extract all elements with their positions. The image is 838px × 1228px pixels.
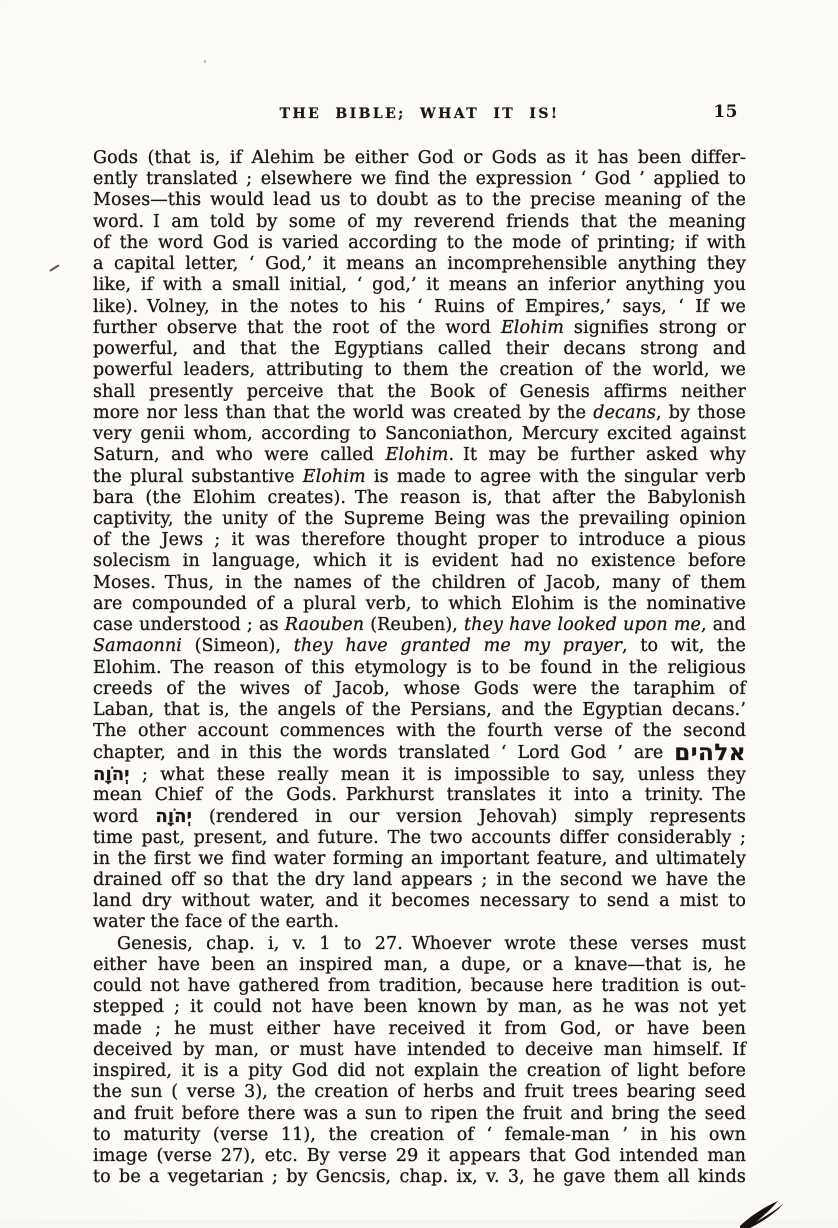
text-line: Moses—this would lead us to doubt as to the precise meaning of the — [93, 190, 746, 211]
text-line: Elohim. The reason of this etymology is to be found in the religious — [93, 657, 746, 678]
hebrew-word: יְהֹוָה — [93, 763, 130, 785]
text-line: like, if with a small initial, ‘ god,’ it means an inferior anything you — [93, 275, 746, 296]
text-line: the sun ( verse 3), the creation of herbs and fruit trees bearing seed — [93, 1082, 746, 1103]
text-line: creeds of the wives of Jacob, whose Gods were the taraphim of — [93, 678, 746, 699]
text-line: further observe that the root of the word Elohim signifies strong or — [93, 317, 746, 338]
text-line: are compounded of a plural verb, to which Elohim is the nominative — [93, 593, 746, 614]
running-header — [93, 102, 746, 132]
text-line: made ; he must either have received it from God, or have been — [93, 1018, 746, 1039]
page-header-title: THE BIBLE; WHAT IT IS! — [279, 106, 560, 122]
text-line: powerful leaders, attributing to them the creation of the world, we — [93, 360, 746, 381]
text-line: image (verse 27), etc. By verse 29 it appears that God intended man — [93, 1146, 746, 1167]
text-line: more nor less than that the world was created by the decans, by those — [93, 402, 746, 423]
text-line: the plural substantive Elohim is made to agree with the singular verb — [93, 466, 746, 487]
text-line: drained off so that the dry land appears ; in the second we have the — [93, 869, 746, 890]
page-number: 15 — [713, 102, 738, 122]
hebrew-word: אלהים — [674, 739, 746, 766]
text-line: in the first we find water forming an important feature, and ultimately — [93, 848, 746, 869]
text-line: ently translated ; elsewhere we find the expression ‘ God ’ applied to — [93, 169, 746, 190]
text-line: like). Volney, in the notes to his ‘ Ruins of Empires,’ says, ‘ If we — [93, 296, 746, 317]
text-line: Samaonni (Simeon), they have granted me my prayer, to wit, the — [93, 636, 746, 657]
text-line: chapter, and in this the words translated ‘ Lord God ’ are אלהים — [93, 739, 746, 766]
text-line: Gods (that is, if Alehim be either God or Gods as it has been differ- — [93, 148, 746, 168]
text-line: inspired, it is a pity God did not explain the creation of light before — [93, 1061, 746, 1082]
text-line: Laban, that is, the angels of the Persians, and the Egyptian decans.’ — [93, 700, 746, 721]
text-line: Saturn, and who were called Elohim. It may be further asked why — [93, 445, 746, 466]
text-line: bara (the Elohim creates). The reason is, that after the Babylonish — [93, 487, 746, 508]
text-line: of the word God is varied according to the mode of printing; if with — [93, 232, 746, 253]
text-line: mean Chief of the Gods. Parkhurst translates it into a trinity. The — [93, 785, 746, 806]
text-line: The other account commences with the fourth verse of the second — [93, 721, 746, 742]
text-line: time past, present, and future. The two accounts differ considerably ; — [93, 827, 746, 848]
text-line: very genii whom, according to Sanconiathon, Mercury excited against — [93, 424, 746, 445]
text-line: land dry without water, and it becomes necessary to send a mist to — [93, 891, 746, 912]
text-line: shall presently perceive that the Book of Genesis affirms neither — [93, 381, 746, 402]
text-line: word יְהֹוָה (rendered in our version Jehovah) simply represents — [93, 806, 746, 828]
page-text — [93, 148, 746, 1188]
text-line: solecism in language, which it is evident had no existence before — [93, 551, 746, 572]
scan-artifact-speck — [204, 60, 206, 63]
text-line: of the Jews ; it was therefore thought proper to introduce a pious — [93, 530, 746, 551]
hebrew-word: יְהֹוָה — [155, 806, 193, 828]
text-line: to be a vegetarian ; by Gencsis, chap. ix, v. 3, he gave them all kinds — [93, 1167, 746, 1188]
text-line: Genesis, chap. i, v. 1 to 27. Whoever wrote these verses must — [117, 933, 746, 954]
text-line: and fruit before there was a sun to ripen the fruit and bring the seed — [93, 1103, 746, 1124]
text-line: powerful, and that the Egyptians called their decans strong and — [93, 339, 746, 360]
text-line: captivity, the unity of the Supreme Being was the prevailing opinion — [93, 508, 746, 529]
text-line: could not have gathered from tradition, because here tradition is out- — [93, 976, 746, 997]
text-line: a capital letter, ‘ God,’ it means an incomprehensible anything they — [93, 254, 746, 275]
text-line: to maturity (verse 11), the creation of ‘ female-man ’ in his own — [93, 1124, 746, 1145]
text-line: Moses. Thus, in the names of the children of Jacob, many of them — [93, 572, 746, 593]
text-line: stepped ; it could not have been known by man, as he was not yet — [93, 997, 746, 1018]
text-line: word. I am told by some of my reverend friends that the meaning — [93, 211, 746, 232]
text-line: deceived by man, or must have intended to deceive man himself. If — [93, 1039, 746, 1060]
text-line: water the face of the earth. — [93, 912, 340, 933]
text-line: יְהֹוָה ; what these really mean it is impossible to say, unless they — [93, 763, 746, 785]
text-line: case understood ; as Raouben (Reuben), they have looked upon me, and — [93, 615, 746, 636]
scan-artifact-corner-mark — [738, 1188, 798, 1228]
scan-artifact-margin-tick — [49, 264, 60, 272]
text-line: either have been an inspired man, a dupe, or a knave—that is, he — [93, 954, 746, 975]
